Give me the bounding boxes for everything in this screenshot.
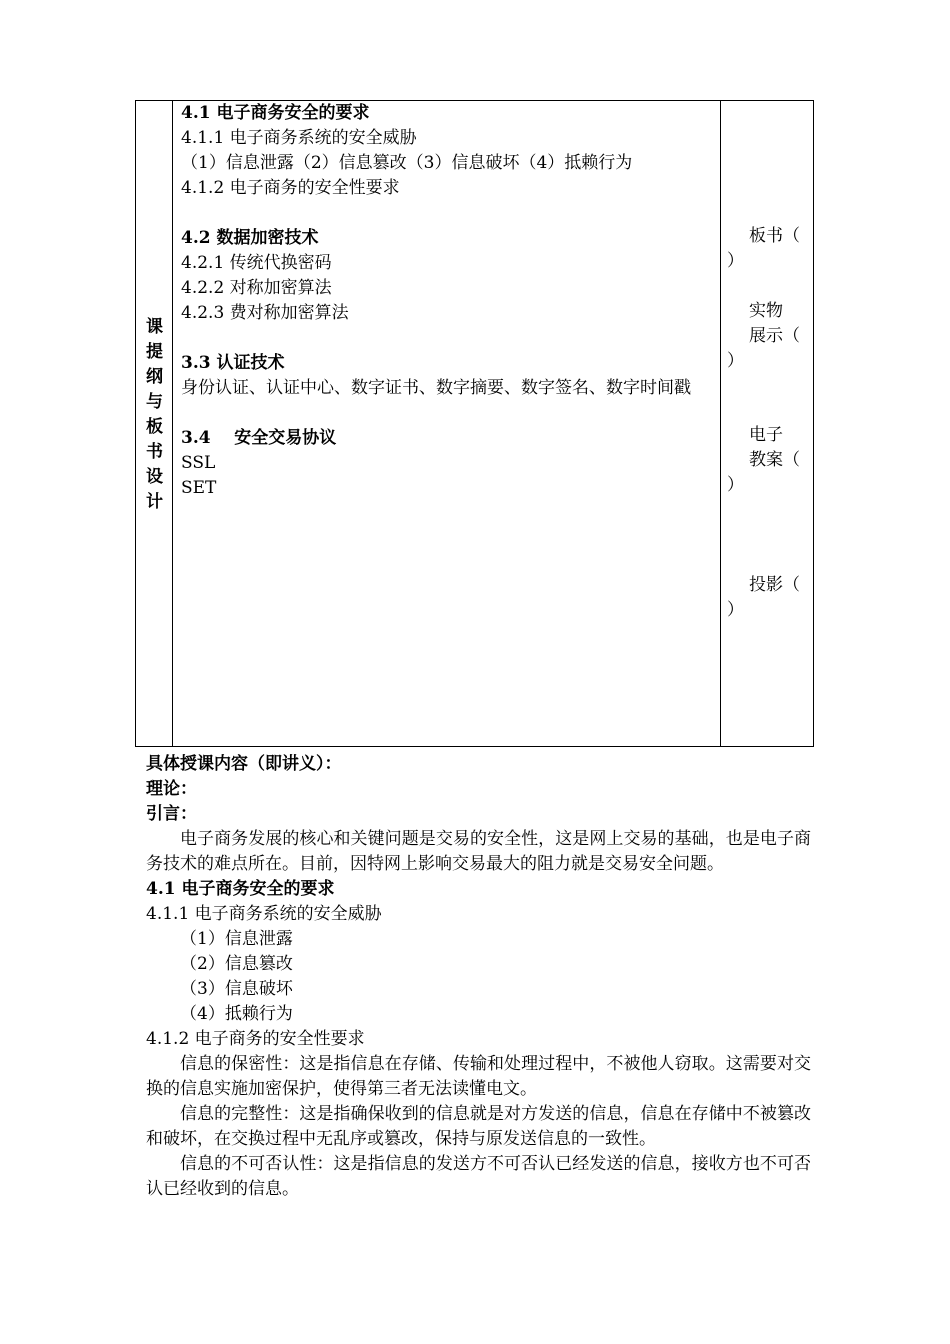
outline-s34-item2: SET (181, 478, 217, 498)
aid-electronic-plan: 电子 教案（ ） (727, 425, 800, 495)
nonrepudiation-paragraph: 信息的不可否认性：这是指信息的发送方不可否认已经发送的信息，接收方也不可否认已经收到的信息。 (146, 1154, 811, 1199)
outline-s423: 4.2.3 费对称加密算法 (181, 303, 349, 323)
theory-heading: 理论： (146, 779, 197, 799)
outline-s33-text: 身份认证、认证中心、数字证书、数字摘要、数字签名、数字时间戳 (181, 378, 691, 398)
aid-blackboard: 板书（ ） (727, 226, 800, 271)
outline-s34-item1: SSL (181, 453, 216, 473)
threat-item: （4）抵赖行为 (180, 1004, 293, 1024)
outline-s412: 4.1.2 电子商务的安全性要求 (181, 178, 400, 198)
aid-projection: 投影（ ） (727, 575, 800, 620)
outline-s42-title: 4.2 数据加密技术 (181, 228, 319, 248)
outline-s411-items: （1）信息泄露（2）信息篡改（3）信息破坏（4）抵赖行为 (181, 153, 633, 173)
threat-item: （3）信息破坏 (180, 979, 293, 999)
outline-s422: 4.2.2 对称加密算法 (181, 278, 332, 298)
outline-board-design-label: 课 提 纲 与 板 书 设 计 (146, 317, 163, 512)
outline-s34-title: 3.4 安全交易协议 (181, 428, 337, 448)
threat-item: （1）信息泄露 (180, 929, 293, 949)
threat-item: （2）信息篡改 (180, 954, 293, 974)
aid-physical-display: 实物 展示（ ） (727, 301, 800, 371)
outline-column (173, 101, 721, 746)
section-41-title: 4.1 电子商务安全的要求 (146, 879, 335, 899)
lecture-content (146, 752, 811, 1202)
section-412-title: 4.1.2 电子商务的安全性要求 (146, 1029, 365, 1049)
intro-heading: 引言： (146, 804, 197, 824)
confidentiality-paragraph: 信息的保密性：这是指信息在存储、传输和处理过程中，不被他人窃取。这需要对交换的信息实施加密保护，使得第三者无法读懂电文。 (146, 1054, 811, 1099)
outline-s421: 4.2.1 传统代换密码 (181, 253, 332, 273)
outline-s41-title: 4.1 电子商务安全的要求 (181, 103, 370, 123)
integrity-paragraph: 信息的完整性：这是指确保收到的信息就是对方发送的信息，信息在存储中不被篡改和破坏，在交换过程中无乱序或篡改，保持与原发送信息的一致性。 (146, 1104, 811, 1149)
lesson-plan-table (135, 100, 814, 747)
table-left-column (136, 101, 173, 746)
outline-s411: 4.1.1 电子商务系统的安全威胁 (181, 128, 417, 148)
intro-paragraph: 电子商务发展的核心和关键问题是交易的安全性，这是网上交易的基础，也是电子商务技术的难点所在。目前，因特网上影响交易最大的阻力就是交易安全问题。 (146, 829, 811, 874)
outline-s33-title: 3.3 认证技术 (181, 353, 285, 373)
section-411-title: 4.1.1 电子商务系统的安全威胁 (146, 904, 382, 924)
teaching-aids-column (721, 101, 815, 746)
lecture-heading: 具体授课内容（即讲义）： (146, 754, 342, 774)
